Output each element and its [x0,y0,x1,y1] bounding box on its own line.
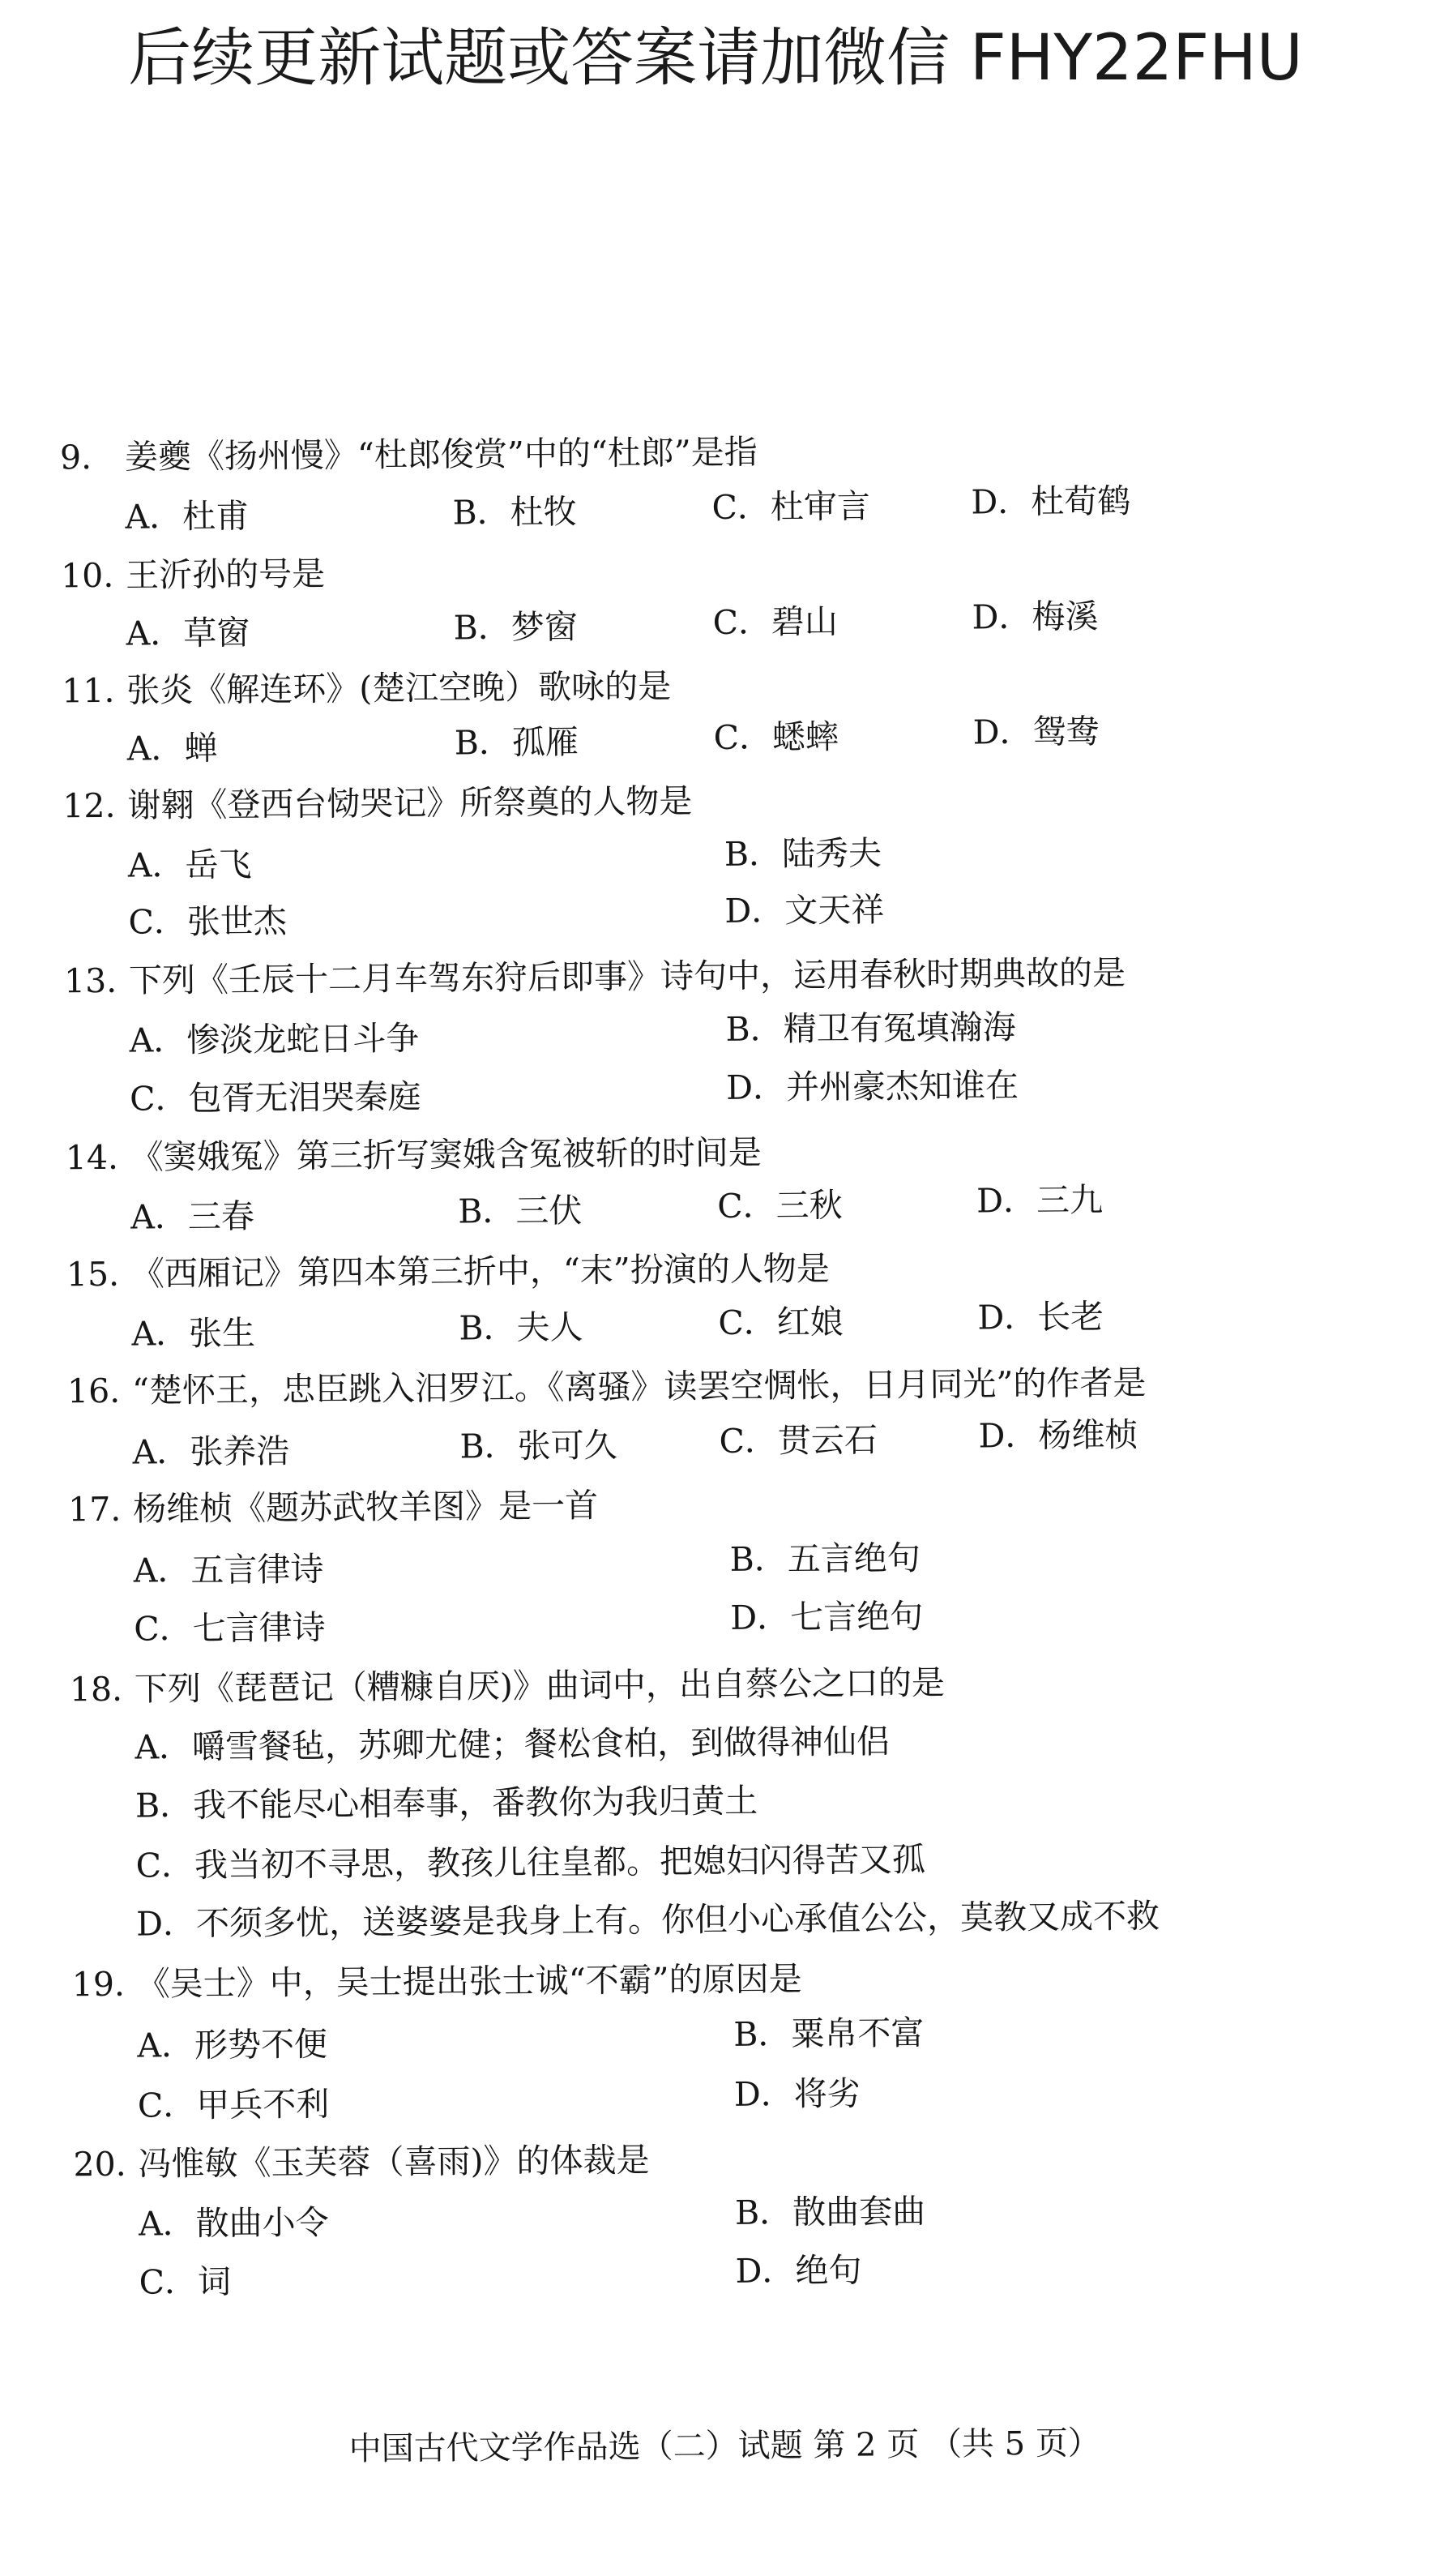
question-stem [70,1662,945,1710]
question-stem [72,1958,802,2005]
question-stem [62,665,671,712]
question-stem [66,1247,830,1295]
option-d: D．文天祥 [724,890,885,931]
option-c: C．甲兵不利 [137,2084,330,2125]
question-stem [68,1484,598,1530]
option-b: B．夫人 [459,1307,583,1348]
page-footer: 中国古代文学作品选（二）试题 第 2 页 （共 5 页） [348,2424,1101,2468]
question-number: 9. [59,438,92,477]
question-number: 20. [73,2144,126,2184]
option-a: A．散曲小令 [138,2202,329,2244]
option-d: D．长老 [977,1297,1104,1337]
option-c: C．杜审言 [711,486,871,528]
option-c: C．贯云石 [719,1420,878,1461]
question-text: 《吴士》中，吴士提出张士诚“不霸”的原因是 [136,1959,802,2004]
option-b: B．杜牧 [452,492,577,533]
option-c: C．词 [139,2261,232,2302]
option-b: B．我不能尽心相奉事，番教你为我归黄土 [135,1781,758,1825]
option-d: D．梅溪 [972,597,1099,637]
option-b: B．散曲套曲 [734,2192,926,2232]
question-number: 18. [69,1669,123,1709]
option-a: A．蝉 [126,728,218,768]
option-a: A．惨淡龙蛇日斗争 [129,1018,420,1060]
option-b: B．五言绝句 [729,1538,921,1579]
question-text: 姜夔《扬州慢》“杜郎俊赏”中的“杜郎”是指 [124,432,758,477]
question-text: 《窦娥冤》第三折写窦娥含冤被斩的时间是 [130,1132,762,1177]
option-c: C．红娘 [718,1302,844,1342]
question-number: 13. [63,961,117,1001]
option-b: B．梦窗 [453,607,578,648]
option-c: C．我当初不寻思，教孩儿往皇都。把媳妇闪得苦又孤 [135,1839,926,1885]
option-b: B．陆秀夫 [724,833,882,874]
option-d: D．并州豪杰知谁在 [725,1066,1019,1107]
question-text: “楚怀王，忠臣跳入汨罗江。《离骚》读罢空惆怅，日月同光”的作者是 [131,1363,1147,1410]
question-text: 张炎《解连环》(楚江空晚）歌咏的是 [126,666,672,710]
question-stem [73,2139,649,2186]
option-a: A．杜甫 [125,496,250,537]
option-d: D．不须多忧，送婆婆是我身上有。你但小心承值公公，莫教又成不救 [135,1896,1160,1944]
option-d: D．鸳鸯 [972,712,1100,752]
option-b: B．孤雁 [454,722,579,763]
question-number: 12. [62,785,116,826]
question-stem [60,431,758,479]
option-c: C．包胥无泪哭秦庭 [129,1076,421,1119]
question-text: 杨维桢《题苏武牧羊图》是一首 [132,1486,599,1529]
question-number: 19. [71,1964,126,2005]
question-number: 10. [60,555,114,596]
question-number: 15. [66,1254,120,1294]
question-text: 王沂孙的号是 [125,554,326,595]
option-a: A．形势不便 [137,2024,328,2065]
question-text: 冯惟敏《玉芙蓉（喜雨)》的体裁是 [138,2140,650,2184]
question-stem [61,553,325,597]
option-d: D．杨维桢 [978,1414,1138,1456]
question-stem [64,952,1126,1002]
question-text: 《西厢记》第四本第三折中，“末”扮演的人物是 [130,1248,830,1294]
option-c: C．三秋 [717,1185,843,1226]
question-number: 14. [65,1137,119,1178]
question-stem [67,1362,1147,1412]
option-b: B．三伏 [458,1191,583,1231]
option-c: C．张世杰 [128,901,288,942]
option-d: D．三九 [976,1180,1104,1221]
option-c: C．碧山 [712,601,839,643]
question-number: 11. [62,670,115,711]
option-a: A．五言律诗 [133,1549,324,1590]
question-stem [66,1132,762,1179]
option-b: B．粟帛不富 [733,2013,925,2054]
question-text: 下列《琵琶记（糟糠自厌)》曲词中，出自蔡公之口的是 [134,1662,946,1709]
option-a: A．草窗 [126,613,250,653]
question-number: 17. [67,1489,122,1530]
option-a: A．三春 [130,1196,255,1237]
question-text: 谢翱《登西台恸哭记》所祭奠的人物是 [127,781,693,825]
option-a: A．嚼雪餐毡，苏卿尤健；餐松食柏，到做得神仙侣 [135,1722,891,1767]
question-text: 下列《壬辰十二月车驾东狩后即事》诗句中，运用春秋时期典故的是 [128,953,1126,1000]
option-a: A．张养浩 [132,1431,290,1472]
option-d: D．杜荀鹤 [971,481,1131,522]
option-c: C．蟋蟀 [713,717,839,757]
option-a: A．岳飞 [127,845,252,885]
option-a: A．张生 [131,1313,256,1354]
option-b: B．张可久 [459,1425,617,1466]
question-stem [62,780,692,827]
header-text: 后续更新试题或答案请加微信 FHY22FHU [128,22,1303,95]
option-d: D．绝句 [735,2250,862,2291]
option-d: D．七言绝句 [730,1597,924,1637]
option-d: D．将劣 [733,2073,861,2114]
question-number: 16. [66,1371,121,1411]
option-c: C．七言律诗 [134,1607,326,1649]
option-b: B．精卫有冤填瀚海 [725,1008,1016,1049]
